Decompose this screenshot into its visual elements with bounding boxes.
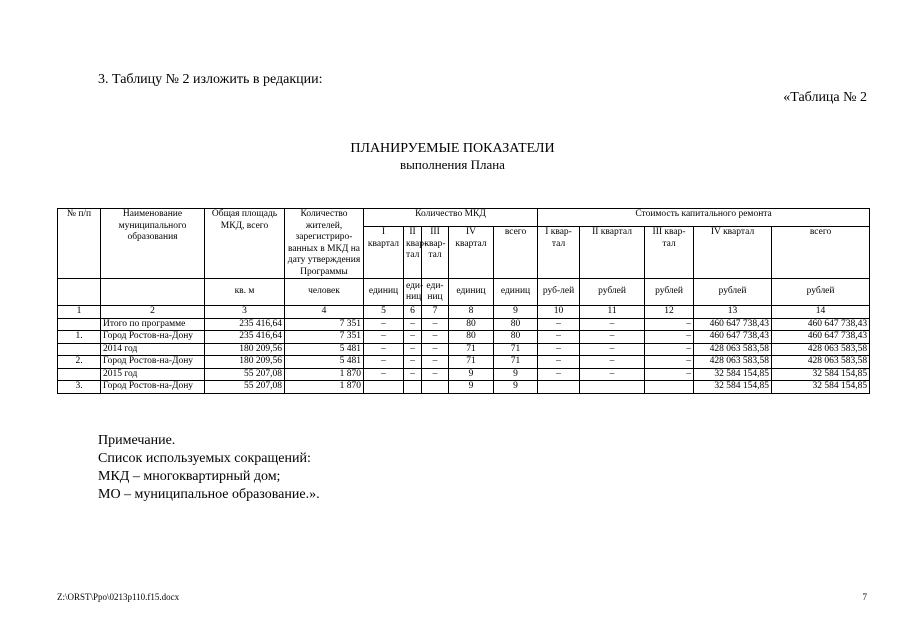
table-cell: –: [538, 356, 580, 369]
unit-cell-blank: [101, 279, 205, 306]
table-cell: 428 063 583,58: [772, 343, 870, 356]
unit-cell: руб-лей: [538, 279, 580, 306]
header-row-groups: [58, 209, 870, 227]
column-number-row: [58, 306, 870, 319]
table-cell: –: [580, 343, 645, 356]
indicators-table: [57, 208, 870, 394]
table-cell: 460 647 738,43: [772, 318, 870, 331]
unit-cell: единиц: [449, 279, 494, 306]
header-num: № п/п: [58, 209, 101, 279]
table-cell: 460 647 738,43: [772, 331, 870, 344]
header-mkd-q3: III квар-тал: [422, 227, 449, 279]
table-cell: 428 063 583,58: [772, 356, 870, 369]
column-number: 8: [449, 306, 494, 319]
unit-cell: рублей: [580, 279, 645, 306]
column-number: 11: [580, 306, 645, 319]
table-cell: 2.: [58, 356, 101, 369]
page-subtitle: выполнения Плана: [400, 157, 505, 172]
table-cell: [404, 381, 422, 394]
table-row: [58, 356, 870, 369]
table-cell: –: [645, 331, 694, 344]
header-name: Наименование муниципального образования: [101, 209, 205, 279]
header-cost-q2: II квартал: [580, 227, 645, 279]
table-cell: –: [404, 368, 422, 381]
table-row: [58, 381, 870, 394]
table-heading: [0, 140, 905, 173]
table-cell: –: [580, 318, 645, 331]
table-cell: [364, 381, 404, 394]
table-cell: 180 209,56: [205, 343, 285, 356]
table-cell: –: [364, 318, 404, 331]
page-number: 7: [862, 592, 867, 602]
unit-cell: еди-ниц: [404, 279, 422, 306]
header-repair-cost: Стоимость капитального ремонта: [538, 209, 870, 227]
table-cell: –: [645, 368, 694, 381]
table-cell: –: [538, 318, 580, 331]
table-cell: –: [580, 331, 645, 344]
table-cell: Город Ростов-на-Дону: [101, 331, 205, 344]
table-cell: 5 481: [285, 356, 364, 369]
table-cell: 32 584 154,85: [772, 381, 870, 394]
table-cell: 9: [449, 368, 494, 381]
table-cell: [422, 381, 449, 394]
column-number: 10: [538, 306, 580, 319]
table-cell: –: [422, 356, 449, 369]
note-line: Список используемых сокращений:: [98, 451, 311, 466]
table-cell: 32 584 154,85: [694, 381, 772, 394]
unit-cell: человек: [285, 279, 364, 306]
table-cell: 32 584 154,85: [772, 368, 870, 381]
table-cell: 3.: [58, 381, 101, 394]
table-cell: [580, 381, 645, 394]
table-cell: [58, 318, 101, 331]
table-cell: 235 416,64: [205, 331, 285, 344]
header-mkd-q4: IV квартал: [449, 227, 494, 279]
table-cell: Итого по программе: [101, 318, 205, 331]
column-number: 3: [205, 306, 285, 319]
header-mkd-count: Количество МКД: [364, 209, 538, 227]
column-number: 2: [101, 306, 205, 319]
header-mkd-q1: I квартал: [364, 227, 404, 279]
note-line: МКД – многоквартирный дом;: [98, 469, 281, 484]
table-cell: –: [364, 343, 404, 356]
table-cell: Город Ростов-на-Дону: [101, 356, 205, 369]
table-cell: Город Ростов-на-Дону: [101, 381, 205, 394]
table-cell: 71: [449, 356, 494, 369]
table-cell: 9: [449, 381, 494, 394]
unit-cell: рублей: [645, 279, 694, 306]
table-cell: [58, 368, 101, 381]
header-area: Общая площадь МКД, всего: [205, 209, 285, 279]
table-cell: –: [645, 343, 694, 356]
table-row: [58, 343, 870, 356]
column-number: 12: [645, 306, 694, 319]
notes-block: [98, 432, 320, 504]
table-cell: 1 870: [285, 381, 364, 394]
table-cell: –: [364, 356, 404, 369]
table-cell: [645, 381, 694, 394]
table-cell: 80: [449, 331, 494, 344]
header-residents: Количество жителей, зарегистриро-ванных в МКД на дату утверждения Программы: [285, 209, 364, 279]
column-number: 7: [422, 306, 449, 319]
table-cell: 235 416,64: [205, 318, 285, 331]
column-number: 13: [694, 306, 772, 319]
table-cell: 7 351: [285, 318, 364, 331]
table-cell: 428 063 583,58: [694, 356, 772, 369]
table-cell: –: [538, 343, 580, 356]
table-cell: –: [422, 331, 449, 344]
units-row: [58, 279, 870, 306]
table-cell: 2014 год: [101, 343, 205, 356]
unit-cell: кв. м: [205, 279, 285, 306]
table-cell: [58, 343, 101, 356]
column-number: 4: [285, 306, 364, 319]
table-cell: –: [364, 331, 404, 344]
column-number: 1: [58, 306, 101, 319]
table-cell: –: [404, 318, 422, 331]
table-cell: –: [422, 368, 449, 381]
table-cell: 2015 год: [101, 368, 205, 381]
column-number: 9: [494, 306, 538, 319]
table-row: [58, 318, 870, 331]
table-cell: 5 481: [285, 343, 364, 356]
table-cell: 9: [494, 368, 538, 381]
header-cost-q4: IV квартал: [694, 227, 772, 279]
note-line: Примечание.: [98, 433, 176, 448]
table-cell: 55 207,08: [205, 381, 285, 394]
amendment-intro: 3. Таблицу № 2 изложить в редакции:: [98, 72, 323, 87]
table-cell: 9: [494, 381, 538, 394]
header-mkd-total: всего: [494, 227, 538, 279]
column-number: 5: [364, 306, 404, 319]
table-cell: 32 584 154,85: [694, 368, 772, 381]
table-cell: 71: [494, 343, 538, 356]
table-cell: –: [538, 331, 580, 344]
unit-cell-blank: [58, 279, 101, 306]
table-cell: –: [364, 368, 404, 381]
table-row: [58, 331, 870, 344]
table-cell: 71: [449, 343, 494, 356]
table-cell: 180 209,56: [205, 356, 285, 369]
unit-cell: еди-ниц: [422, 279, 449, 306]
table-cell: 1.: [58, 331, 101, 344]
table-cell: 7 351: [285, 331, 364, 344]
header-cost-total: всего: [772, 227, 870, 279]
unit-cell: рублей: [694, 279, 772, 306]
table-cell: 460 647 738,43: [694, 318, 772, 331]
table-cell: –: [422, 318, 449, 331]
table-row: [58, 368, 870, 381]
table-reference: «Таблица № 2: [783, 90, 867, 105]
table-cell: –: [404, 331, 422, 344]
table-cell: –: [580, 368, 645, 381]
table-cell: 1 870: [285, 368, 364, 381]
note-line: МО – муниципальное образование.».: [98, 487, 320, 502]
unit-cell: единиц: [494, 279, 538, 306]
table-cell: –: [645, 356, 694, 369]
table-cell: –: [422, 343, 449, 356]
table-cell: 80: [494, 331, 538, 344]
header-cost-q3: III квар-тал: [645, 227, 694, 279]
table-cell: –: [404, 343, 422, 356]
table-cell: 71: [494, 356, 538, 369]
table-cell: –: [538, 368, 580, 381]
table-body: [58, 318, 870, 393]
table-cell: –: [645, 318, 694, 331]
table-cell: [538, 381, 580, 394]
column-number: 14: [772, 306, 870, 319]
table-cell: –: [580, 356, 645, 369]
header-cost-q1: I квар-тал: [538, 227, 580, 279]
unit-cell: единиц: [364, 279, 404, 306]
header-mkd-q2: II квар-тал: [404, 227, 422, 279]
table-cell: 460 647 738,43: [694, 331, 772, 344]
table-cell: 428 063 583,58: [694, 343, 772, 356]
table-cell: 80: [449, 318, 494, 331]
table-cell: 80: [494, 318, 538, 331]
column-number: 6: [404, 306, 422, 319]
table-cell: –: [404, 356, 422, 369]
footer-file-path: Z:\ORST\Ppo\0213p110.f15.docx: [57, 592, 180, 602]
table-cell: 55 207,08: [205, 368, 285, 381]
page-title: ПЛАНИРУЕМЫЕ ПОКАЗАТЕЛИ: [350, 141, 555, 156]
unit-cell: рублей: [772, 279, 870, 306]
